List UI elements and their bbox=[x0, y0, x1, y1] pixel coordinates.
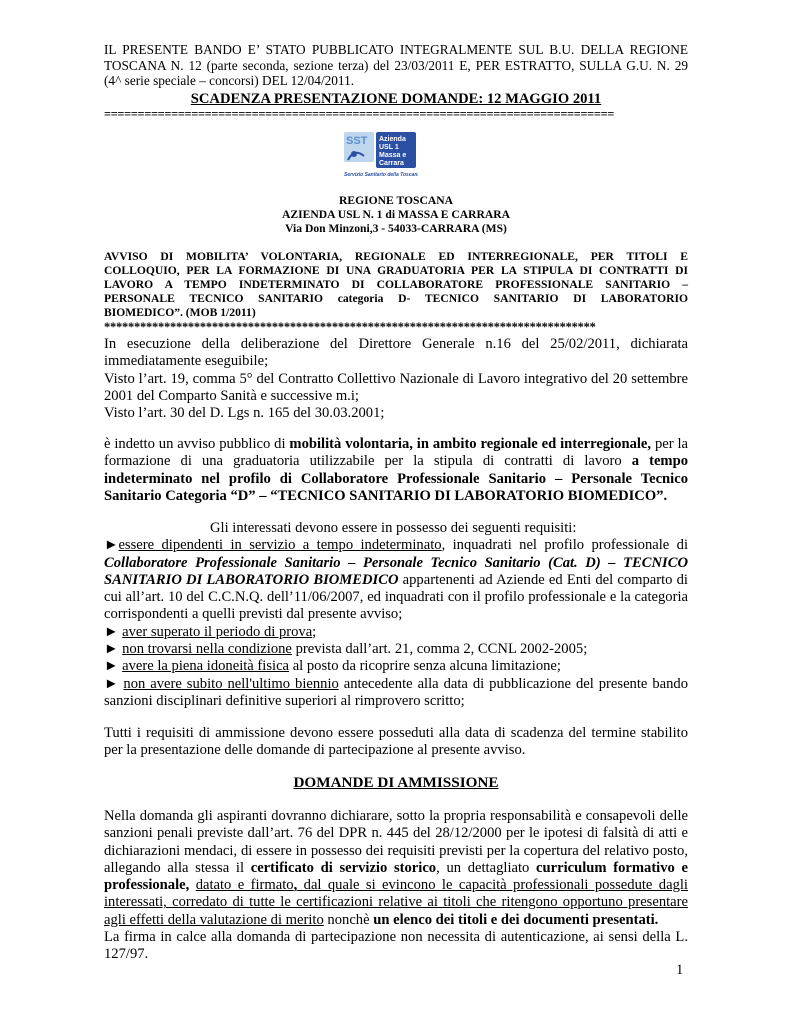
requirement-item bbox=[104, 537, 688, 554]
notice-line: IL PRESENTE BANDO E’ STATO PUBBLICATO INTEGRALMENTE SUL B.U. DELLA REGIONE bbox=[104, 42, 688, 57]
body-line: Visto l’art. 30 del D. Lgs n. 165 del 30.03.2001; bbox=[104, 405, 385, 422]
body-line: 127/97. bbox=[104, 946, 149, 963]
azienda-usl-logo bbox=[342, 130, 418, 178]
requirements-intro: Gli interessati devono essere in possesso dei seguenti requisiti: bbox=[210, 520, 577, 536]
logo-text: Carrara bbox=[379, 160, 404, 167]
azienda-address: Via Don Minzoni,3 - 54033-CARRARA (MS) bbox=[285, 222, 507, 235]
bullet-icon: ► bbox=[104, 623, 119, 640]
body-line: per la presentazione delle domande di partecipazione al presente avviso. bbox=[104, 742, 526, 759]
body-text-bold: professionale, bbox=[104, 877, 190, 894]
logo-text: USL 1 bbox=[379, 144, 399, 151]
body-text: nonchè bbox=[323, 911, 374, 928]
body-text-underlined: datato e firmato bbox=[195, 877, 294, 894]
page-number: 1 bbox=[676, 962, 684, 978]
body-text: , un dettagliato bbox=[436, 859, 537, 876]
body-text: ; bbox=[312, 623, 317, 640]
issuing-entity bbox=[104, 194, 688, 236]
avviso-line: PERSONALE TECNICO SANITARIO categoria D- TECNICO SANITARIO DI LABORATORIO bbox=[104, 292, 688, 305]
requirements-deadline-paragraph bbox=[104, 725, 688, 760]
deadline bbox=[104, 90, 688, 108]
body-text-underlined: , bbox=[293, 877, 298, 894]
body-line: Nella domanda gli aspiranti dovranno dichiarare, sotto la propria responsabilità e consapevoli delle bbox=[104, 808, 688, 824]
requirement-key: aver superato il periodo di prova bbox=[122, 623, 313, 640]
avviso-line: LAVORO A TEMPO INDETERMINATO DI COLLABORATORE PROFESSIONALE SANITARIO – bbox=[104, 278, 688, 291]
logo-sst-text: SST bbox=[346, 135, 368, 147]
bullet-icon: ► bbox=[104, 658, 119, 675]
requirement-item bbox=[104, 624, 688, 641]
body-line: sanzioni disciplinari definitive superiori al rimprovero scritto; bbox=[104, 692, 465, 709]
body-text-underlined: dal quale si evincono le capacità professionali possedute dagli bbox=[297, 877, 688, 894]
requirements-section bbox=[104, 520, 688, 710]
logo-graphic bbox=[342, 130, 418, 178]
premises-paragraph bbox=[104, 336, 688, 422]
requirement-key: essere dipendenti in servizio a tempo indeterminato bbox=[118, 537, 442, 554]
bullet-icon: ► bbox=[104, 641, 119, 658]
avviso-line: AVVISO DI MOBILITA’ VOLONTARIA, REGIONALE ED INTERREGIONALE, PER TITOLI E bbox=[104, 250, 688, 263]
body-text: formazione di una graduatoria utilizzabile per la stipula di contratti di lavoro bbox=[104, 453, 632, 470]
body-line: Tutti i requisiti di ammissione devono essere posseduti alla data di scadenza del termine stabilito bbox=[104, 725, 688, 741]
notice-line: (4^ serie speciale – concorsi) DEL 12/04/2011. bbox=[104, 73, 355, 89]
body-line: Visto l’art. 19, comma 5° del Contratto Collettivo Nazionale di Lavoro integrativo del 20 settembre bbox=[104, 370, 688, 387]
requirement-key: non avere subito nell'ultimo biennio bbox=[123, 675, 339, 692]
azienda-name: AZIENDA USL N. 1 di MASSA E CARRARA bbox=[281, 208, 511, 221]
body-line: immediatamente eseguibile; bbox=[104, 353, 269, 370]
body-text-bold-italic: SANITARIO DI LABORATORIO BIOMEDICO bbox=[104, 571, 399, 588]
separator-rule: ============================================================================ bbox=[104, 107, 614, 121]
body-line-underlined: interessati, corredato di tutte le certificazioni relative ai titoli che ritengono opportuno presentare bbox=[104, 894, 688, 911]
indetto-paragraph bbox=[104, 436, 688, 505]
logo-caption: Servizio Sanitario della Toscana bbox=[344, 172, 418, 178]
body-text-bold: un elenco dei titoli e dei documenti presentati. bbox=[373, 911, 659, 928]
body-text: per la bbox=[651, 436, 688, 452]
body-text: appartenenti ad Aziende ed Enti del comparto di bbox=[398, 571, 688, 588]
body-line: 2001 del Comparto Sanità e successive m.i; bbox=[104, 387, 359, 404]
bullet-icon: ► bbox=[104, 675, 119, 692]
requirement-key: avere la piena idoneità fisica bbox=[122, 658, 290, 675]
body-text-bold: certificato di servizio storico bbox=[250, 859, 437, 876]
body-text: , inquadrati nel profilo professionale di bbox=[441, 537, 688, 554]
avviso-line: COLLOQUIO, PER LA FORMAZIONE DI UNA GRADUATORIA PER LA STIPULA DI CONTRATTI DI bbox=[104, 264, 688, 277]
avviso-title bbox=[104, 250, 688, 320]
notice-line: TOSCANA N. 12 (parte seconda, sezione terza) del 23/03/2011 E, PER ESTRATTO, SULLA G.U. N. 29 bbox=[104, 57, 688, 73]
body-text-bold: mobilità volontaria, in ambito regionale ed interregionale, bbox=[289, 436, 652, 452]
requirement-key: non trovarsi nella condizione bbox=[122, 641, 292, 658]
section-title-domande: DOMANDE DI AMMISSIONE bbox=[293, 774, 499, 791]
body-text: allegando alla stessa il bbox=[104, 859, 251, 876]
logo-text: Azienda bbox=[379, 136, 406, 143]
region-name: REGIONE TOSCANA bbox=[339, 194, 453, 207]
domande-paragraph bbox=[104, 808, 688, 964]
body-text-bold: a tempo bbox=[631, 453, 688, 470]
body-text-underlined: agli effetti della valutazione di merito bbox=[104, 911, 324, 928]
body-text-bold: curriculum formativo e bbox=[536, 859, 688, 876]
publication-notice bbox=[104, 42, 688, 89]
body-text: antecedente alla data di pubblicazione del presente bando bbox=[338, 675, 688, 692]
body-line: corrispondenti a quelli previsti dal presente avviso; bbox=[104, 606, 403, 623]
requirement-item bbox=[104, 658, 688, 675]
body-text: prevista dall’art. 21, comma 2, CCNL 2002-2005; bbox=[291, 641, 588, 658]
bullet-icon: ► bbox=[104, 537, 119, 554]
body-line-bold: indeterminato nel profilo di Collaboratore Professionale Sanitario – Personale Tecnico bbox=[104, 470, 688, 487]
avviso-line: BIOMEDICO”. (MOB 1/2011) bbox=[104, 306, 256, 319]
body-line: dichiarazioni mendaci, di essere in possesso dei requisiti previsti per la copertura del relativo posto, bbox=[104, 842, 688, 859]
body-line: La firma in calce alla domanda di partecipazione non necessita di autenticazione, ai sensi della L. bbox=[104, 929, 688, 946]
requirement-item bbox=[104, 641, 688, 658]
requirement-item bbox=[104, 676, 688, 693]
body-text: è indetto un avviso pubblico di bbox=[104, 436, 290, 452]
body-line: In esecuzione della deliberazione del Direttore Generale n.16 del 25/02/2011, dichiarata bbox=[104, 336, 688, 352]
deadline-text: SCADENZA PRESENTAZIONE DOMANDE: 12 MAGGIO 2011 bbox=[190, 91, 602, 107]
body-text: al posto da ricoprire senza alcuna limitazione; bbox=[289, 658, 561, 675]
body-line-bold: Sanitario Categoria “D” – “TECNICO SANITARIO DI LABORATORIO BIOMEDICO”. bbox=[104, 487, 668, 504]
logo-text: Massa e bbox=[379, 152, 407, 159]
body-line: cui all’art. 10 del C.C.N.Q. dell’11/06/2007, ed inquadrati con il profilo professionale e la categoria bbox=[104, 589, 688, 606]
body-line-bold-italic: Collaboratore Professionale Sanitario – Personale Tecnico Sanitario (Cat. D) – TECNICO bbox=[104, 554, 688, 571]
body-line: sanzioni penali previste dall’art. 76 del DPR n. 445 del 28/12/2000 per le ipotesi di falsità di atti e bbox=[104, 825, 688, 842]
stars-separator: ********************************************************************************** bbox=[104, 320, 596, 334]
